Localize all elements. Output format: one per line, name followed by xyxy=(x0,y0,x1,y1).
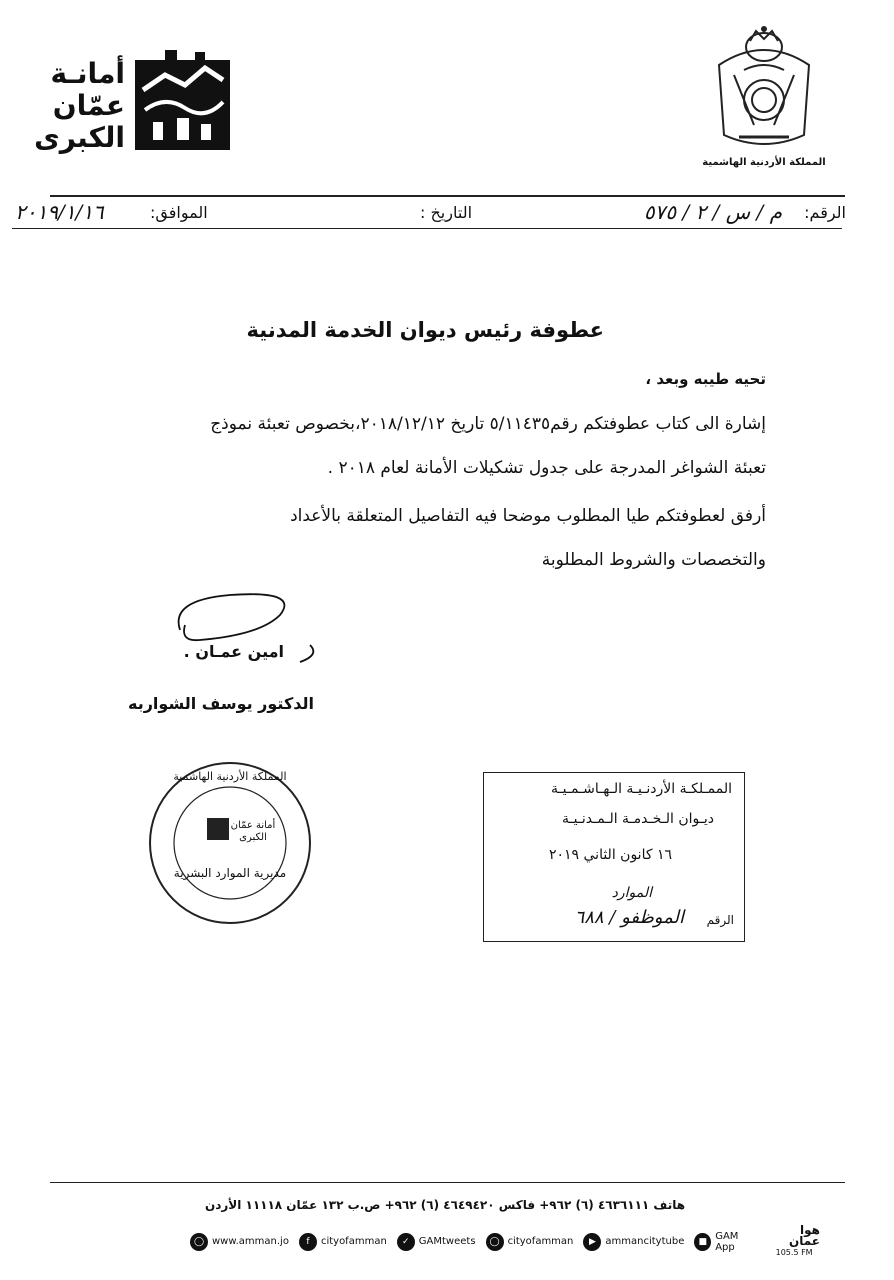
footer-contact: هاتف ٤٦٣٦١١١ (٦) ٩٦٢+ فاكس ٤٦٤٩٤٢٠ (٦) ٩٦٢+ ص.ب ١٣٢ عمّان ١١١١٨ الأردن xyxy=(204,1198,686,1212)
header-bottom-rule xyxy=(12,228,842,229)
footer-rule xyxy=(50,1182,845,1183)
greeting: تحيه طيبه وبعد ، xyxy=(645,370,766,388)
stamp-number-value: الموظفو / ٦٨٨ xyxy=(574,907,684,928)
paragraph1-line1: إشارة الى كتاب عطوفتكم رقم٥/١١٤٣٥ تاريخ ٢٠١٨/١٢/١٢،بخصوص تعبئة نموذج xyxy=(210,414,766,434)
stamp-line1: الممـلكـة الأردنـيـة الـهـاشـمـيـة xyxy=(551,781,732,797)
ref-value: م / س / ٢ / ٥٧٥ xyxy=(643,200,782,224)
paragraph2-line1: أرفق لعطوفتكم طيا المطلوب موضحا فيه التفاصيل المتعلقة بالأعداد xyxy=(290,506,766,526)
globe-icon: ◯ xyxy=(190,1233,208,1251)
social-twitter[interactable]: ✓ GAMtweets xyxy=(397,1233,476,1251)
brand-text: أمانـة عمّان الكبرى xyxy=(34,57,125,154)
radio-icon: هوا عمان xyxy=(789,1223,820,1248)
paragraph1-line2: تعبئة الشواغر المدرجة على جدول تشكيلات الأمانة لعام ٢٠١٨ . xyxy=(327,458,766,478)
royal-crest xyxy=(704,25,824,180)
addressee: عطوفة رئيس ديوان الخدمة المدنية xyxy=(246,318,604,342)
ref-label: الرقم: xyxy=(804,203,846,222)
social-instagram[interactable]: ◯ cityofamman xyxy=(486,1233,574,1251)
social-website[interactable]: ◯ www.amman.jo xyxy=(190,1233,289,1251)
crest-emblem-icon xyxy=(704,25,824,155)
signer-name: الدكتور يوسف الشواربه xyxy=(128,694,314,713)
seal-ring-text: المملكة الأردنية الهاشمية xyxy=(173,770,287,783)
footer-social xyxy=(180,1225,820,1258)
facebook-icon: f xyxy=(299,1233,317,1251)
social-app[interactable]: ■ GAM App xyxy=(694,1231,758,1253)
amman-logo xyxy=(34,40,230,155)
header-top-rule xyxy=(50,195,845,197)
social-radio[interactable] xyxy=(768,1225,820,1258)
amman-logo-mark-icon xyxy=(135,50,230,150)
stamp-line2: ديـوان الـخـدمـة الـمـدنـيـة xyxy=(561,811,714,827)
youtube-icon: ▶ xyxy=(583,1233,601,1251)
stamp-date: ١٦ كانون الثاني ٢٠١٩ xyxy=(548,847,672,863)
corresponding-label: الموافق: xyxy=(150,203,208,222)
seal-bottom-text: مديرية الموارد البشرية xyxy=(173,866,287,880)
signer-title: امين عمـان . xyxy=(183,642,284,661)
instagram-icon: ◯ xyxy=(486,1233,504,1251)
date-label: التاريخ : xyxy=(420,203,473,222)
social-facebook[interactable]: f cityofamman xyxy=(299,1233,387,1251)
stamp-number-label: الرقم xyxy=(706,913,734,927)
corresponding-value: ٢٠١٩/١/١٦ xyxy=(15,200,104,224)
paragraph2-line2: والتخصصات والشروط المطلوبة xyxy=(541,550,766,570)
twitter-icon: ✓ xyxy=(397,1233,415,1251)
crest-caption: المملكة الأردنية الهاشمية xyxy=(702,157,826,168)
social-youtube[interactable]: ▶ ammancitytube xyxy=(583,1233,684,1251)
stamp-department: الموارد xyxy=(611,885,652,901)
received-stamp xyxy=(483,772,745,942)
radio-frequency: 105.5 FM xyxy=(775,1248,813,1257)
official-seal xyxy=(145,758,315,928)
seal-center-text: أمانة عمّان الكبرى xyxy=(230,820,276,843)
app-icon: ■ xyxy=(694,1233,711,1251)
